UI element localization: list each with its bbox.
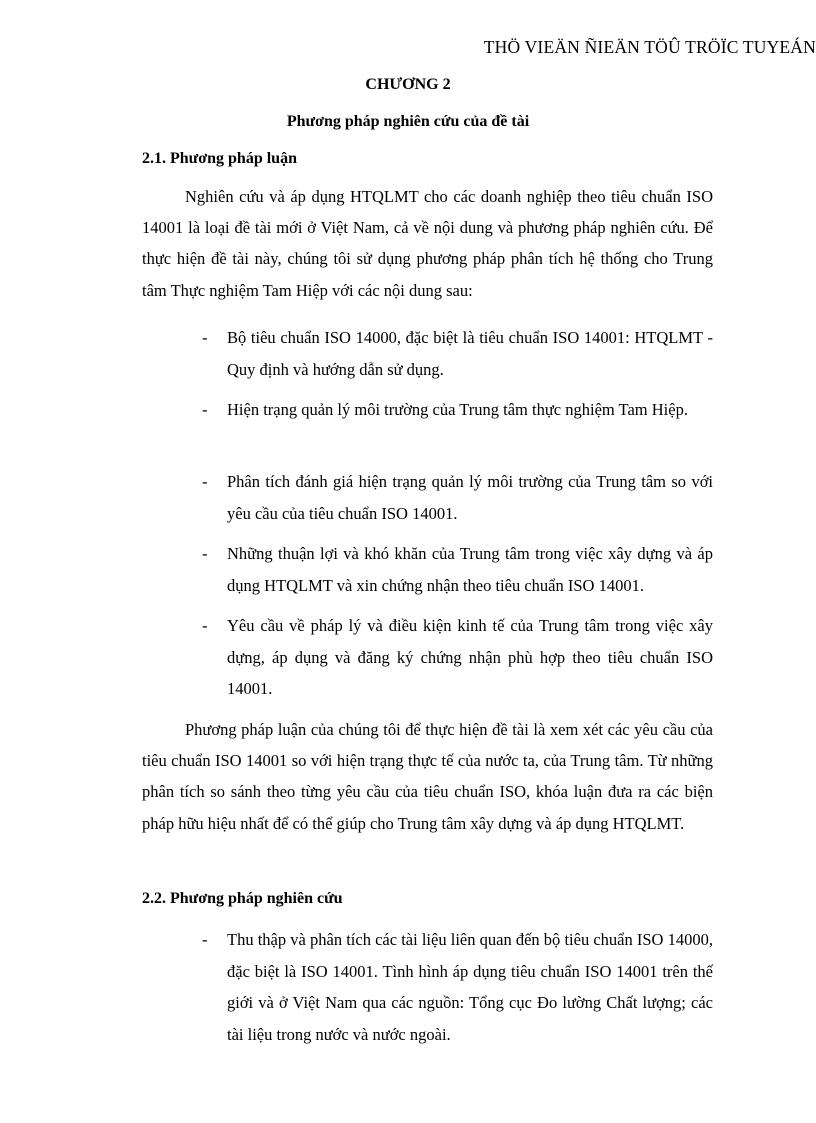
list-item-text: Phân tích đánh giá hiện trạng quản lý môi trường của Trung tâm so với yêu cầu của tiêu chuẩn ISO 14001. [227, 472, 713, 523]
bullet-dash: - [202, 328, 208, 347]
list-item-text: Những thuận lợi và khó khăn của Trung tâm trong việc xây dựng và áp dụng HTQLMT và xin chứng nhận theo tiêu chuẩn ISO 14001. [227, 544, 713, 595]
list-item-text: Hiện trạng quản lý môi trường của Trung tâm thực nghiệm Tam Hiệp. [227, 400, 688, 419]
section-1-intro-paragraph [142, 181, 713, 306]
bullet-dash: - [202, 472, 208, 491]
list-item [202, 610, 713, 705]
paragraph-text: Nghiên cứu và áp dụng HTQLMT cho các doanh nghiệp theo tiêu chuẩn ISO 14001 là loại đề tài mới ở Việt Nam, cả về nội dung và phương pháp nghiên cứu. Để thực hiện đề tài này, chúng tôi sử dụng phương pháp phân tích hệ thống cho Trung tâm Thực nghiệm Tam Hiệp với các nội dung sau: [142, 187, 713, 300]
section-1-conclusion-paragraph [142, 714, 713, 839]
list-item [202, 466, 713, 529]
section-heading-2-2: 2.2. Phương pháp nghiên cứu [142, 890, 343, 907]
list-item [202, 538, 713, 601]
chapter-subtitle: Phương pháp nghiên cứu của đề tài [286, 113, 530, 130]
list-item [202, 924, 713, 1050]
list-item [202, 394, 713, 426]
bullet-dash: - [202, 930, 208, 949]
list-item [202, 322, 713, 385]
chapter-title: CHƯƠNG 2 [365, 76, 451, 93]
paragraph-text: Phương pháp luận của chúng tôi để thực hiện đề tài là xem xét các yêu cầu của tiêu chuẩn ISO 14001 so với hiện trạng thực tế của nước ta, của Trung tâm. Từ những phân tích so sánh theo từng yêu cầu của tiêu chuẩn ISO, khóa luận đưa ra các biện pháp hữu hiệu nhất để có thể giúp cho Trung tâm xây dựng và áp dụng HTQLMT. [142, 720, 713, 833]
bullet-dash: - [202, 400, 208, 419]
section-heading-2-1: 2.1. Phương pháp luận [142, 150, 297, 167]
library-watermark: THÖ VIEÄN ÑIEÄN TÖÛ TRÖÏC TUYEÁN [483, 37, 816, 57]
list-item-text: Yêu cầu về pháp lý và điều kiện kinh tế của Trung tâm trong việc xây dựng, áp dụng và đăng ký chứng nhận phù hợp theo tiêu chuẩn ISO 14001. [227, 616, 713, 698]
list-item-text: Bộ tiêu chuẩn ISO 14000, đặc biệt là tiêu chuẩn ISO 14001: HTQLMT - Quy định và hướng dẫn sử dụng. [227, 328, 713, 379]
bullet-dash: - [202, 616, 208, 635]
bullet-dash: - [202, 544, 208, 563]
list-item-text: Thu thập và phân tích các tài liệu liên quan đến bộ tiêu chuẩn ISO 14000, đặc biệt là ISO 14001. Tình hình áp dụng tiêu chuẩn ISO 14001 trên thế giới và ở Việt Nam qua các nguồn: Tổng cục Đo lường Chất lượng; các tài liệu trong nước và nước ngoài. [227, 930, 713, 1044]
